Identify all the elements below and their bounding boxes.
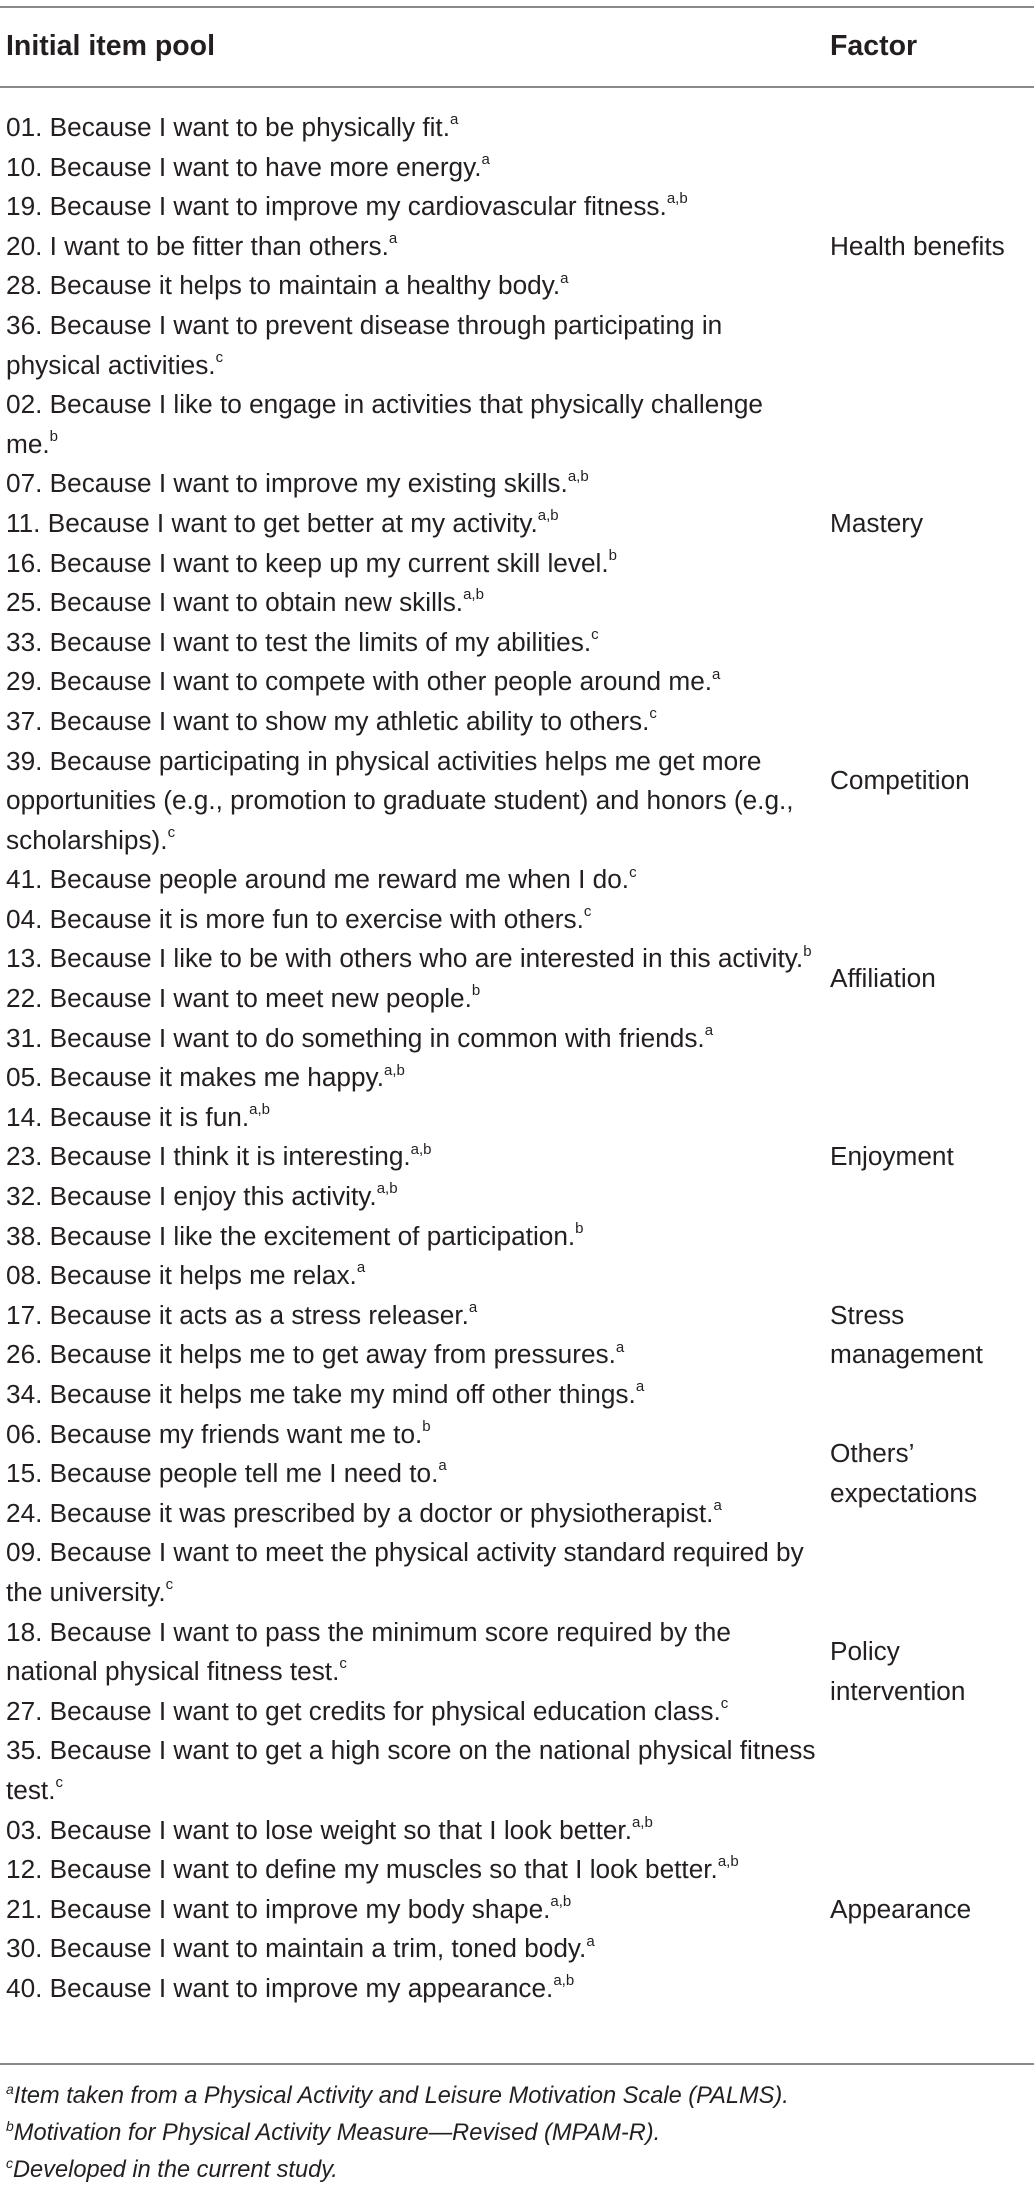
item-text: 06. Because my friends want me to. [6, 1418, 423, 1449]
item-text: 37. Because I want to show my athletic ability to others. [6, 705, 650, 736]
table-row [6, 900, 818, 940]
table-row [6, 1890, 818, 1930]
table-row [6, 544, 818, 584]
table-row [6, 1969, 818, 2009]
table-row [6, 1335, 818, 1375]
item-source-marker: c [629, 863, 637, 881]
item-text: 15. Because people tell me I need to. [6, 1458, 439, 1489]
item-text: 05. Because it makes me happy. [6, 1062, 384, 1093]
factor-group [0, 1058, 1034, 1256]
item-text: 22. Because I want to meet new people. [6, 983, 472, 1014]
item-text: 25. Because I want to obtain new skills. [6, 587, 464, 618]
footnote-text: Motivation for Physical Activity Measure—Revised (MPAM-R). [13, 2120, 661, 2146]
footnote [6, 2152, 1026, 2189]
item-source-marker: a,b [553, 1972, 575, 1990]
item-source-marker: c [591, 625, 599, 643]
item-text: 32. Because I enjoy this activity. [6, 1181, 377, 1212]
table-header [0, 0, 1034, 86]
table-row [6, 1019, 818, 1059]
item-source-marker: a [704, 1021, 714, 1039]
item-text: 31. Because I want to do something in common with friends. [6, 1022, 705, 1053]
footnote [6, 2115, 1026, 2152]
item-source-marker: a,b [537, 507, 559, 525]
item-list [0, 1415, 818, 1534]
factor-group [0, 108, 1034, 385]
column-header-factor: Factor [830, 30, 918, 62]
item-text: 19. Because I want to improve my cardiovascular fitness. [6, 191, 667, 222]
item-source-marker: a,b [410, 1140, 432, 1158]
item-source-marker: b [803, 942, 812, 960]
factor-label: Mastery [830, 507, 924, 538]
item-source-marker: b [575, 1219, 584, 1237]
table-row [6, 148, 818, 188]
factor-label: Stress management [830, 1299, 983, 1370]
table-row [6, 1850, 818, 1890]
factor-label: Health benefits [830, 230, 1005, 261]
item-text: 28. Because it helps to maintain a healthy body. [6, 270, 561, 301]
item-text: 04. Because it is more fun to exercise with others. [6, 903, 584, 934]
table-row [6, 1137, 818, 1177]
table-row [6, 623, 818, 663]
table-row [6, 1731, 818, 1810]
factor-cell [830, 108, 1030, 385]
table-row [6, 1811, 818, 1851]
item-source-marker: a,b [717, 1853, 739, 1871]
factor-cell [830, 1415, 1030, 1534]
footnote-text: Item taken from a Physical Activity and Leisure Motivation Scale (PALMS). [13, 2083, 789, 2109]
table-row [6, 1613, 818, 1692]
factor-cell [830, 385, 1030, 662]
item-list [0, 1811, 818, 2009]
item-text: 38. Because I like the excitement of participation. [6, 1220, 576, 1251]
item-source-marker: a,b [631, 1813, 653, 1831]
table-row [6, 1494, 818, 1534]
table-row [6, 1217, 818, 1257]
item-text: 10. Because I want to have more energy. [6, 151, 482, 182]
item-source-marker: a [438, 1457, 447, 1475]
item-source-marker: a [615, 1338, 625, 1356]
item-source-marker: a,b [383, 1061, 405, 1079]
item-list [0, 1058, 818, 1256]
item-text: 23. Because I think it is interesting. [6, 1141, 411, 1172]
factor-cell [830, 662, 1030, 900]
item-text: 13. Because I like to be with others who are interested in this activity. [6, 943, 804, 974]
table-row [6, 1692, 818, 1732]
footnotes [6, 2078, 1026, 2189]
table-row [6, 1098, 818, 1138]
table-row [6, 939, 818, 979]
factor-group [0, 1811, 1034, 2009]
factor-label: Enjoyment [830, 1141, 954, 1172]
table-row [6, 662, 818, 702]
table-row [6, 385, 818, 464]
table-row [6, 1929, 818, 1969]
item-source-marker: a,b [463, 586, 484, 604]
item-source-marker: a [481, 150, 490, 168]
item-source-marker: c [720, 1695, 729, 1713]
factor-group [0, 1533, 1034, 1810]
table-row [6, 227, 818, 267]
item-source-marker: a [560, 269, 569, 287]
item-text: 27. Because I want to get credits for physical education class. [6, 1695, 721, 1726]
table-row [6, 187, 818, 227]
factor-cell [830, 900, 1030, 1058]
item-source-marker: a [449, 111, 459, 129]
table-row [6, 1454, 818, 1494]
factor-group [0, 385, 1034, 662]
table-row [6, 979, 818, 1019]
item-source-marker: a [713, 1497, 722, 1515]
table-row [6, 742, 818, 861]
item-text: 30. Because I want to maintain a trim, toned body. [6, 1933, 587, 1964]
item-list [0, 1256, 818, 1414]
item-source-marker: a [468, 1299, 478, 1317]
bottom-rule [0, 2063, 1034, 2065]
item-source-marker: c [165, 1576, 174, 1594]
item-source-marker: a,b [376, 1180, 398, 1198]
item-text: 33. Because I want to test the limits of my abilities. [6, 626, 592, 657]
item-text: 24. Because it was prescribed by a doctor or physiotherapist. [6, 1497, 714, 1528]
item-text: 11. Because I want to get better at my activity. [6, 507, 538, 538]
table-row [6, 1058, 818, 1098]
item-source-marker: a [635, 1378, 645, 1396]
item-text: 12. Because I want to define my muscles so that I look better. [6, 1854, 718, 1885]
factor-cell [830, 1533, 1030, 1810]
item-text: 16. Because I want to keep up my current skill level. [6, 547, 609, 578]
table-row [6, 860, 818, 900]
item-text: 14. Because it is fun. [6, 1101, 250, 1132]
column-header-items: Initial item pool [6, 30, 216, 62]
table-row [6, 504, 818, 544]
factor-cell [830, 1256, 1030, 1414]
item-text: 35. Because I want to get a high score on the national physical fitness test. [6, 1735, 816, 1805]
item-source-marker: c [583, 903, 592, 921]
factor-group [0, 900, 1034, 1058]
item-source-marker: a [712, 665, 721, 683]
table-row [6, 1415, 818, 1455]
item-list [0, 1533, 818, 1810]
factor-label: Others’ expectations [830, 1438, 978, 1508]
item-text: 08. Because it helps me relax. [6, 1260, 357, 1291]
item-source-marker: a,b [249, 1101, 270, 1119]
table-row [6, 702, 818, 742]
item-text: 07. Because I want to improve my existing skills. [6, 468, 568, 499]
footnote [6, 2078, 1026, 2115]
item-text: 02. Because I like to engage in activities that physically challenge me. [6, 389, 763, 459]
item-text: 34. Because it helps me take my mind off other things. [6, 1379, 636, 1409]
table-row [6, 583, 818, 623]
factor-group [0, 662, 1034, 900]
header-rule [0, 86, 1034, 88]
item-source-marker: b [422, 1417, 431, 1435]
item-text: 40. Because I want to improve my appearance. [6, 1972, 554, 2003]
factor-label: Appearance [830, 1893, 972, 1924]
footnote-marker: c [6, 2155, 13, 2172]
item-text: 17. Because it acts as a stress releaser. [6, 1299, 469, 1330]
item-source-marker: a [356, 1259, 366, 1277]
table-row [6, 266, 818, 306]
item-source-marker: c [55, 1774, 63, 1792]
factor-label: Affiliation [830, 963, 936, 994]
factor-cell [830, 1811, 1030, 2009]
footnote-marker: b [6, 2118, 14, 2135]
item-source-marker: a [388, 230, 398, 248]
item-text: 01. Because I want to be physically fit. [6, 112, 450, 142]
item-text: 09. Because I want to meet the physical activity standard required by the university. [6, 1537, 804, 1607]
item-text: 41. Because people around me reward me when I do. [6, 864, 630, 895]
item-text: 26. Because it helps me to get away from pressures. [6, 1339, 616, 1370]
item-text: 36. Because I want to prevent disease through participating in physical activities. [6, 309, 723, 380]
factor-group [0, 1415, 1034, 1534]
item-source-marker: a,b [567, 467, 589, 485]
item-source-marker: a,b [666, 190, 688, 208]
factor-label: Competition [830, 765, 970, 796]
item-source-marker: c [167, 823, 176, 841]
item-list [0, 385, 818, 662]
table-row [6, 1533, 818, 1612]
footnote-text: Developed in the current study. [13, 2157, 338, 2183]
item-text: 29. Because I want to compete with other people around me. [6, 666, 713, 697]
item-source-marker: c [339, 1655, 347, 1673]
factor-cell [830, 1058, 1030, 1256]
item-list [0, 108, 818, 385]
item-text: 20. I want to be fitter than others. [6, 230, 389, 261]
item-source-marker: c [649, 705, 657, 723]
item-source-marker: a,b [550, 1892, 572, 1910]
item-source-marker: b [608, 546, 617, 564]
table-body [0, 108, 1034, 2009]
table-row [6, 1177, 818, 1217]
item-source-marker: c [215, 348, 224, 366]
factor-group [0, 1256, 1034, 1414]
item-text: 18. Because I want to pass the minimum score required by the national physical fitness test. [6, 1616, 731, 1687]
factor-label: Policy intervention [830, 1636, 966, 1706]
footnote-marker: a [6, 2081, 14, 2098]
item-text: 39. Because participating in physical activities helps me get more opportunities (e.g., promotion to graduate student) and honors (e.g., scholarships). [6, 745, 794, 855]
item-source-marker: a [586, 1932, 595, 1950]
table-row [6, 1256, 818, 1296]
item-text: 03. Because I want to lose weight so that I look better. [6, 1814, 632, 1845]
item-list [0, 662, 818, 900]
table-row [6, 306, 818, 385]
item-source-marker: b [49, 428, 58, 446]
item-list [0, 900, 818, 1058]
table-row [6, 108, 818, 148]
item-source-marker: b [471, 982, 481, 1000]
table-row [6, 464, 818, 504]
item-text: 21. Because I want to improve my body shape. [6, 1893, 551, 1924]
table-row [6, 1296, 818, 1336]
table-row [6, 1375, 818, 1415]
